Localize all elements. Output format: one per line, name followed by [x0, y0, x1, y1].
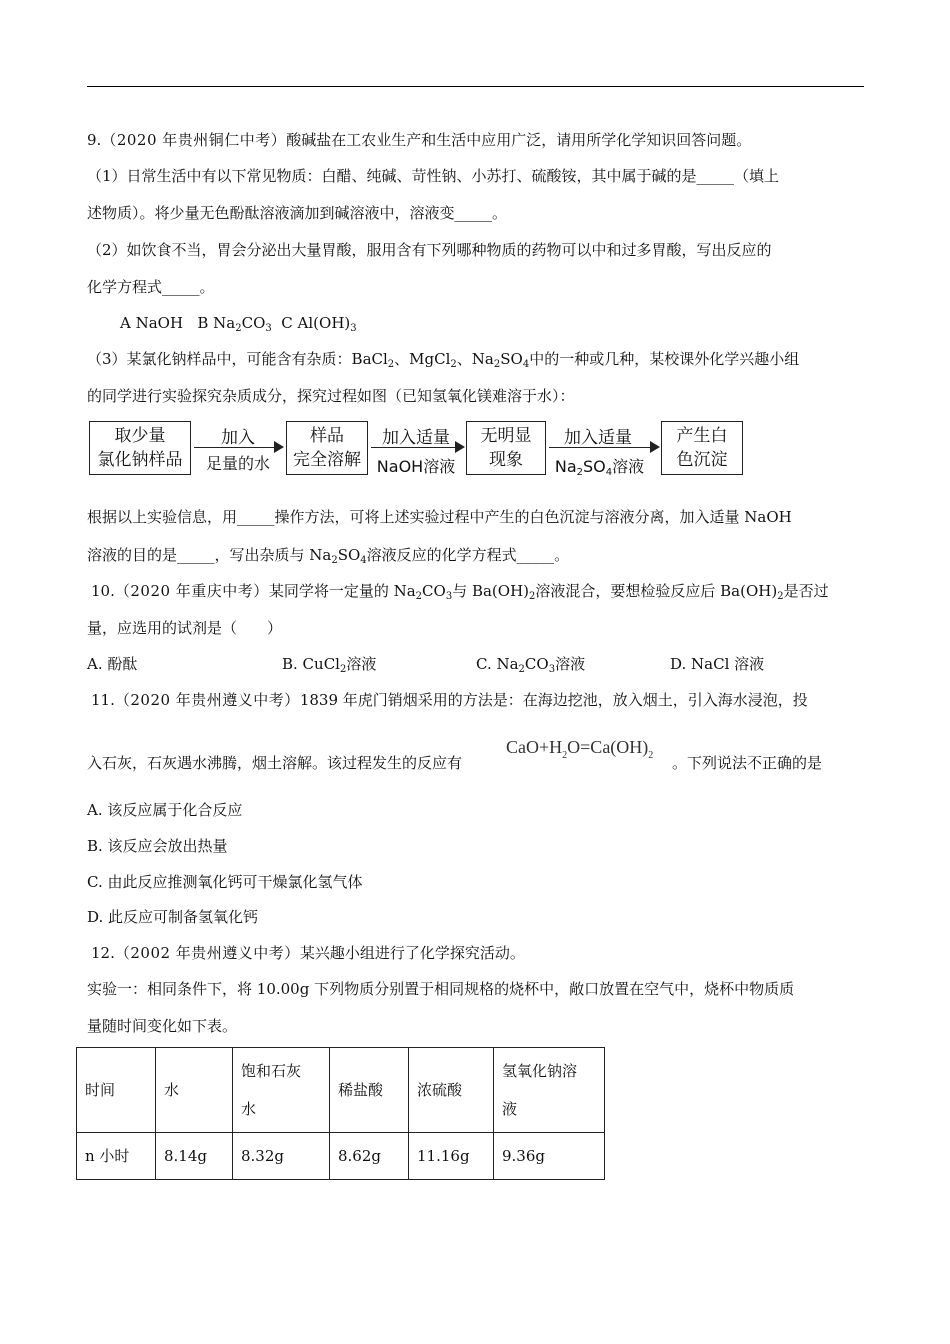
table-cell: 8.62g — [330, 1133, 409, 1180]
q9-part3-line1: （3）某氯化钠样品中，可能含有杂质：BaCl$_2$、MgCl$_2$、$Na_2SO_4$中的一种或几种，某校课外化学兴趣小组 — [87, 350, 800, 370]
q11-number: 11. — [91, 691, 115, 709]
flow-arrow3-line — [549, 447, 650, 448]
q12-stem-line: 12.（2002 年贵州遵义中考）某兴趣小组进行了化学探究活动。 — [91, 944, 525, 962]
q10-option-d: D. NaCl 溶液 — [670, 655, 765, 673]
table-header-cell: 饱和石灰 水 — [233, 1048, 330, 1133]
q9-choice-a: A NaOH — [120, 314, 184, 332]
q12-exp1-line2: 量随时间变化如下表。 — [87, 1017, 238, 1035]
q10-option-c: C. $Na_2CO_3$溶液 — [476, 655, 586, 675]
q11-option-b: B. 该反应会放出热量 — [87, 837, 228, 855]
q9-part2-line2: 化学方程式_____。 — [87, 278, 215, 296]
q9-part2-line1: （2）如饮食不当，胃会分泌出大量胃酸，服用含有下列哪种物质的药物可以中和过多胃酸，写出反应的 — [87, 241, 772, 259]
q11-option-d: D. 此反应可制备氢氧化钙 — [87, 908, 259, 926]
q12-source: （2002 年贵州遵义中考） — [114, 944, 300, 962]
flow-arrow3-head — [650, 441, 660, 453]
header-rule — [87, 86, 864, 87]
table-header-cell: 氢氧化钠溶 液 — [494, 1048, 605, 1133]
q11-line2-text: 入石灰，石灰遇水沸腾，烟土溶解。该过程发生的反应有 — [87, 754, 463, 772]
q10-source: （2020 年重庆中考） — [114, 582, 269, 600]
flow-arrow2-head — [455, 441, 465, 453]
flow-arrow2-bottom-label: NaOH溶液 — [376, 457, 456, 476]
q11-line2-tail: 。下列说法不正确的是 — [672, 754, 823, 772]
flow-arrow1-head — [274, 441, 284, 453]
q9-part3-line4: 溶液的目的是_____，写出杂质与 $Na_2SO_4$溶液反应的化学方程式_____。 — [87, 546, 570, 566]
q10-line1: 10.（2020 年重庆中考）某同学将一定量的 $Na_2CO_3$与 $Ba(OH)_2$溶液混合，要想检验反应后 $Ba(OH)_2$是否过 — [91, 582, 829, 602]
q9-part3-line2: 的同学进行实验探究杂质成分，探究过程如图（已知氢氧化镁难溶于水）： — [87, 387, 575, 405]
flow-arrow3-top-label: 加入适量 — [564, 428, 632, 448]
q9-part3-line3: 根据以上实验信息，用_____操作方法，可将上述实验过程中产生的白色沉淀与溶液分离，加入适量 NaOH — [87, 508, 792, 526]
flow-box-white-precipitate: 产生白 色沉淀 — [661, 421, 743, 475]
q9-stem-line — [87, 130, 751, 150]
flow-box-sample: 取少量 氯化钠样品 — [89, 421, 191, 475]
table-cell: 8.14g — [156, 1133, 233, 1180]
q10-option-a: A. 酚酞 — [87, 655, 138, 673]
flow-arrow2-top-label: 加入适量 — [382, 428, 450, 448]
table-header-cell: 水 — [156, 1048, 233, 1133]
q11-option-a: A. 该反应属于化合反应 — [87, 801, 243, 819]
table-header-cell: 稀盐酸 — [330, 1048, 409, 1133]
q12-number: 12. — [91, 944, 115, 962]
q11-line1: 11.（2020 年贵州遵义中考）1839 年虎门销烟采用的方法是：在海边挖池，放入烟土，引入海水浸泡，投 — [91, 691, 808, 709]
q11-source: （2020 年贵州遵义中考） — [114, 691, 300, 709]
q9-source: （2020 年贵州铜仁中考） — [101, 131, 287, 149]
flow-box-dissolved: 样品 完全溶解 — [286, 421, 368, 475]
table-row — [77, 1133, 605, 1180]
q11-option-c: C. 由此反应推测氧化钙可干燥氯化氢气体 — [87, 873, 363, 891]
table-header-cell: 浓硫酸 — [409, 1048, 494, 1133]
q9-choices — [120, 313, 357, 333]
table-header-row — [77, 1048, 605, 1133]
flow-arrow2-line — [371, 447, 455, 448]
q10-number: 10. — [91, 582, 115, 600]
q9-part1-line2: 述物质）。将少量无色酚酞溶液滴加到碱溶液中，溶液变_____。 — [87, 204, 508, 222]
flow-arrow1-bottom-label: 足量的水 — [205, 454, 270, 473]
q10-line2: 量，应选用的试剂是（ ） — [87, 619, 283, 637]
mass-change-table — [76, 1047, 605, 1180]
q9-number: 9. — [87, 131, 102, 149]
table-cell: 11.16g — [409, 1133, 494, 1180]
q9-choice-c: C $Al(OH)_3$ — [281, 314, 357, 334]
flow-box-no-change: 无明显 现象 — [466, 421, 546, 475]
table-header-cell: 时间 — [77, 1048, 156, 1133]
q12-exp1-line1: 实验一：相同条件下，将 10.00g 下列物质分别置于相同规格的烧杯中，敞口放置在空气中，烧杯中物质质 — [87, 980, 795, 998]
q10-option-b: B. CuCl$_2$溶液 — [282, 655, 377, 675]
flow-arrow1-line — [194, 447, 274, 448]
flow-arrow1-top-label: 加入 — [221, 428, 255, 448]
table-cell: 9.36g — [494, 1133, 605, 1180]
flow-arrow3-bottom-label: $Na_2SO_4$溶液 — [554, 457, 645, 478]
q9-stem: 酸碱盐在工农业生产和生活中应用广泛，请用所学化学知识回答问题。 — [286, 131, 752, 149]
q11-reaction-equation: $CaO+H_2O=Ca(OH)_2$ — [506, 737, 654, 761]
table-cell: 8.32g — [233, 1133, 330, 1180]
q9-choice-b: B $Na_2CO_3$ — [197, 314, 272, 334]
q9-part1-line1: （1）日常生活中有以下常见物质：白醋、纯碱、苛性钠、小苏打、硫酸铵，其中属于碱的是_____（填上 — [87, 167, 780, 185]
table-cell: n 小时 — [77, 1133, 156, 1180]
